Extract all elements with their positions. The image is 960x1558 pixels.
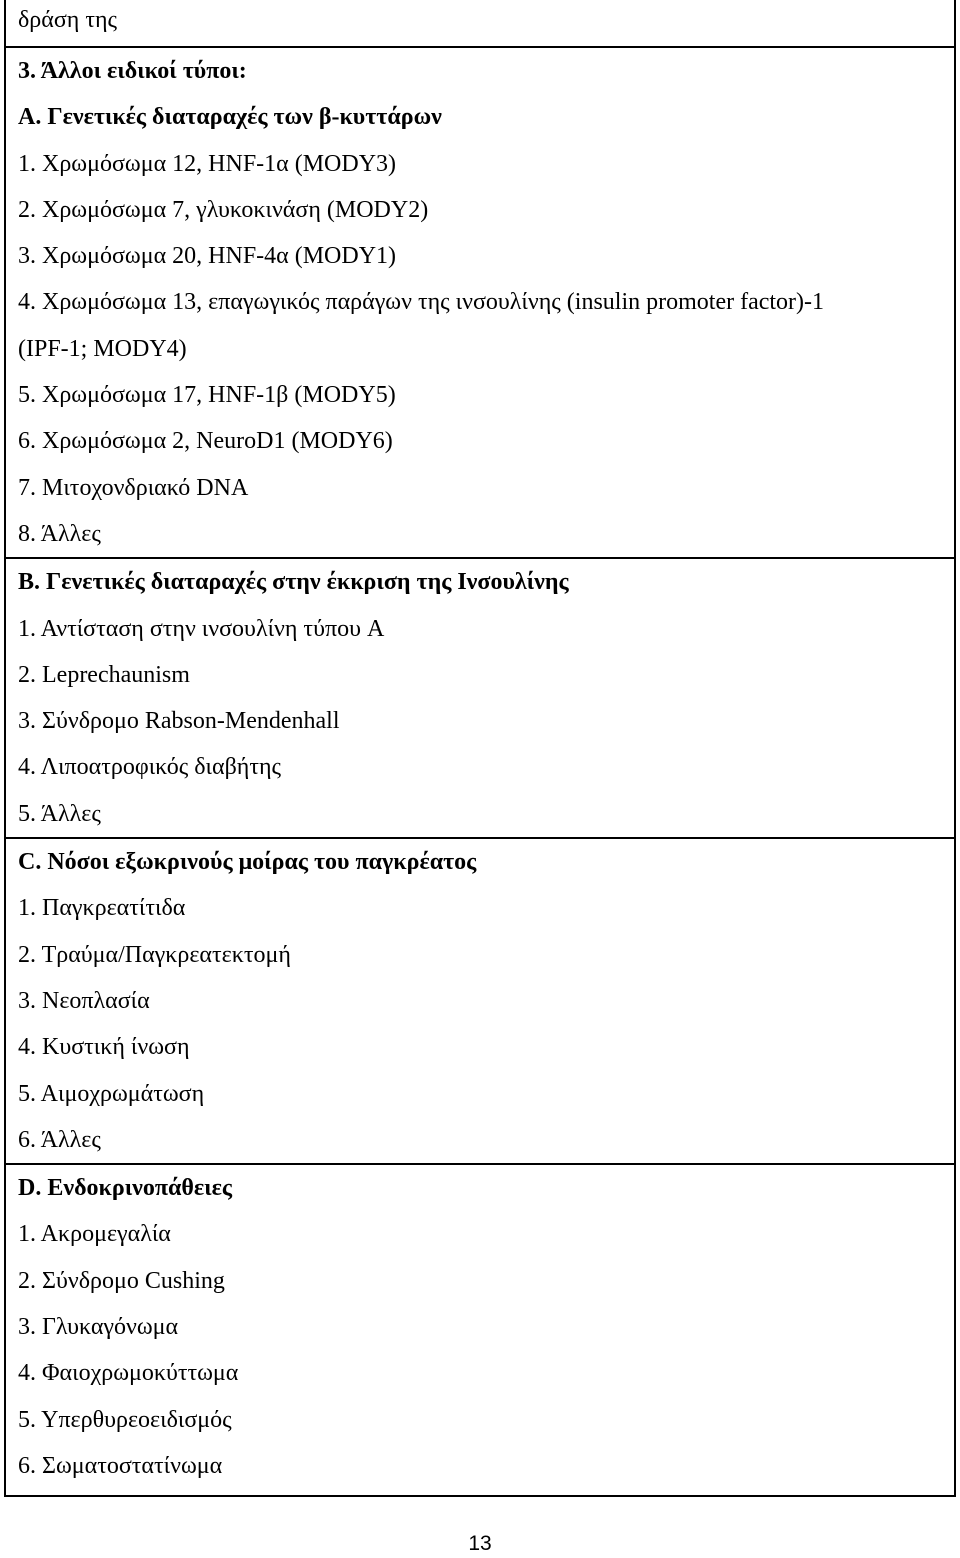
list-item: 6. Άλλες <box>18 1126 101 1153</box>
table-row-continuation <box>6 0 954 46</box>
list-item: 5. Άλλες <box>18 800 101 827</box>
table-row-beta-cell-disorders <box>6 46 954 557</box>
list-item: 4. Φαιοχρωμοκύττωμα <box>18 1360 239 1387</box>
list-item-continuation: (IPF-1; MODY4) <box>18 335 187 362</box>
page-number: 13 <box>468 1532 492 1555</box>
list-item: 1. Ακρομεγαλία <box>18 1221 171 1248</box>
table-row-insulin-action-disorders <box>6 557 954 837</box>
list-item: 3. Σύνδρομο Rabson-Mendenhall <box>18 708 340 735</box>
list-item: 8. Άλλες <box>18 520 101 547</box>
subsection-heading-a: A. Γενετικές διαταραχές των β-κυττάρων <box>18 104 442 131</box>
list-item: 5. Αιμοχρωμάτωση <box>18 1080 205 1107</box>
list-item: 3. Χρωμόσωμα 20, HNF-4α (MODY1) <box>18 243 397 270</box>
list-item: 5. Χρωμόσωμα 17, HNF-1β (MODY5) <box>18 382 396 409</box>
list-item: 2. Τραύμα/Παγκρεατεκτομή <box>18 941 291 968</box>
subsection-heading-b: B. Γενετικές διαταραχές στην έκκριση της Ινσουλίνης <box>18 569 569 596</box>
list-item: 3. Γλυκαγόνωμα <box>18 1314 179 1341</box>
list-item: 2. Σύνδρομο Cushing <box>18 1267 225 1294</box>
subsection-heading-d: D. Ενδοκρινοπάθειες <box>18 1175 232 1202</box>
list-item: 2. Χρωμόσωμα 7, γλυκοκινάση (MODY2) <box>18 196 429 223</box>
classification-table <box>4 0 956 1497</box>
list-item: 1. Αντίσταση στην ινσουλίνη τύπου A <box>18 615 385 642</box>
list-item: 4. Χρωμόσωμα 13, επαγωγικός παράγων της ινσουλίνης (insulin promoter factor)-1 <box>18 289 825 316</box>
continuation-text: δράση της <box>18 7 118 33</box>
list-item: 3. Νεοπλασία <box>18 987 150 1014</box>
list-item: 7. Μιτοχονδριακό DNA <box>18 474 249 501</box>
section-heading: 3. Άλλοι ειδικοί τύποι: <box>18 58 247 84</box>
list-item: 6. Χρωμόσωμα 2, NeuroD1 (MODY6) <box>18 428 393 455</box>
list-item: 4. Κυστική ίνωση <box>18 1034 190 1061</box>
list-item: 4. Λιποατροφικός διαβήτης <box>18 754 282 781</box>
list-item: 5. Υπερθυρεοειδισμός <box>18 1406 232 1433</box>
subsection-heading-c: C. Νόσοι εξωκρινούς μοίρας του παγκρέατος <box>18 849 477 876</box>
list-item: 1. Χρωμόσωμα 12, HNF-1α (MODY3) <box>18 150 397 177</box>
list-item: 6. Σωματοστατίνωμα <box>18 1452 223 1479</box>
list-item: 2. Leprechaunism <box>18 661 190 688</box>
table-row-endocrinopathies <box>6 1163 954 1495</box>
table-row-exocrine-pancreas <box>6 837 954 1163</box>
list-item: 1. Παγκρεατίτιδα <box>18 895 186 922</box>
